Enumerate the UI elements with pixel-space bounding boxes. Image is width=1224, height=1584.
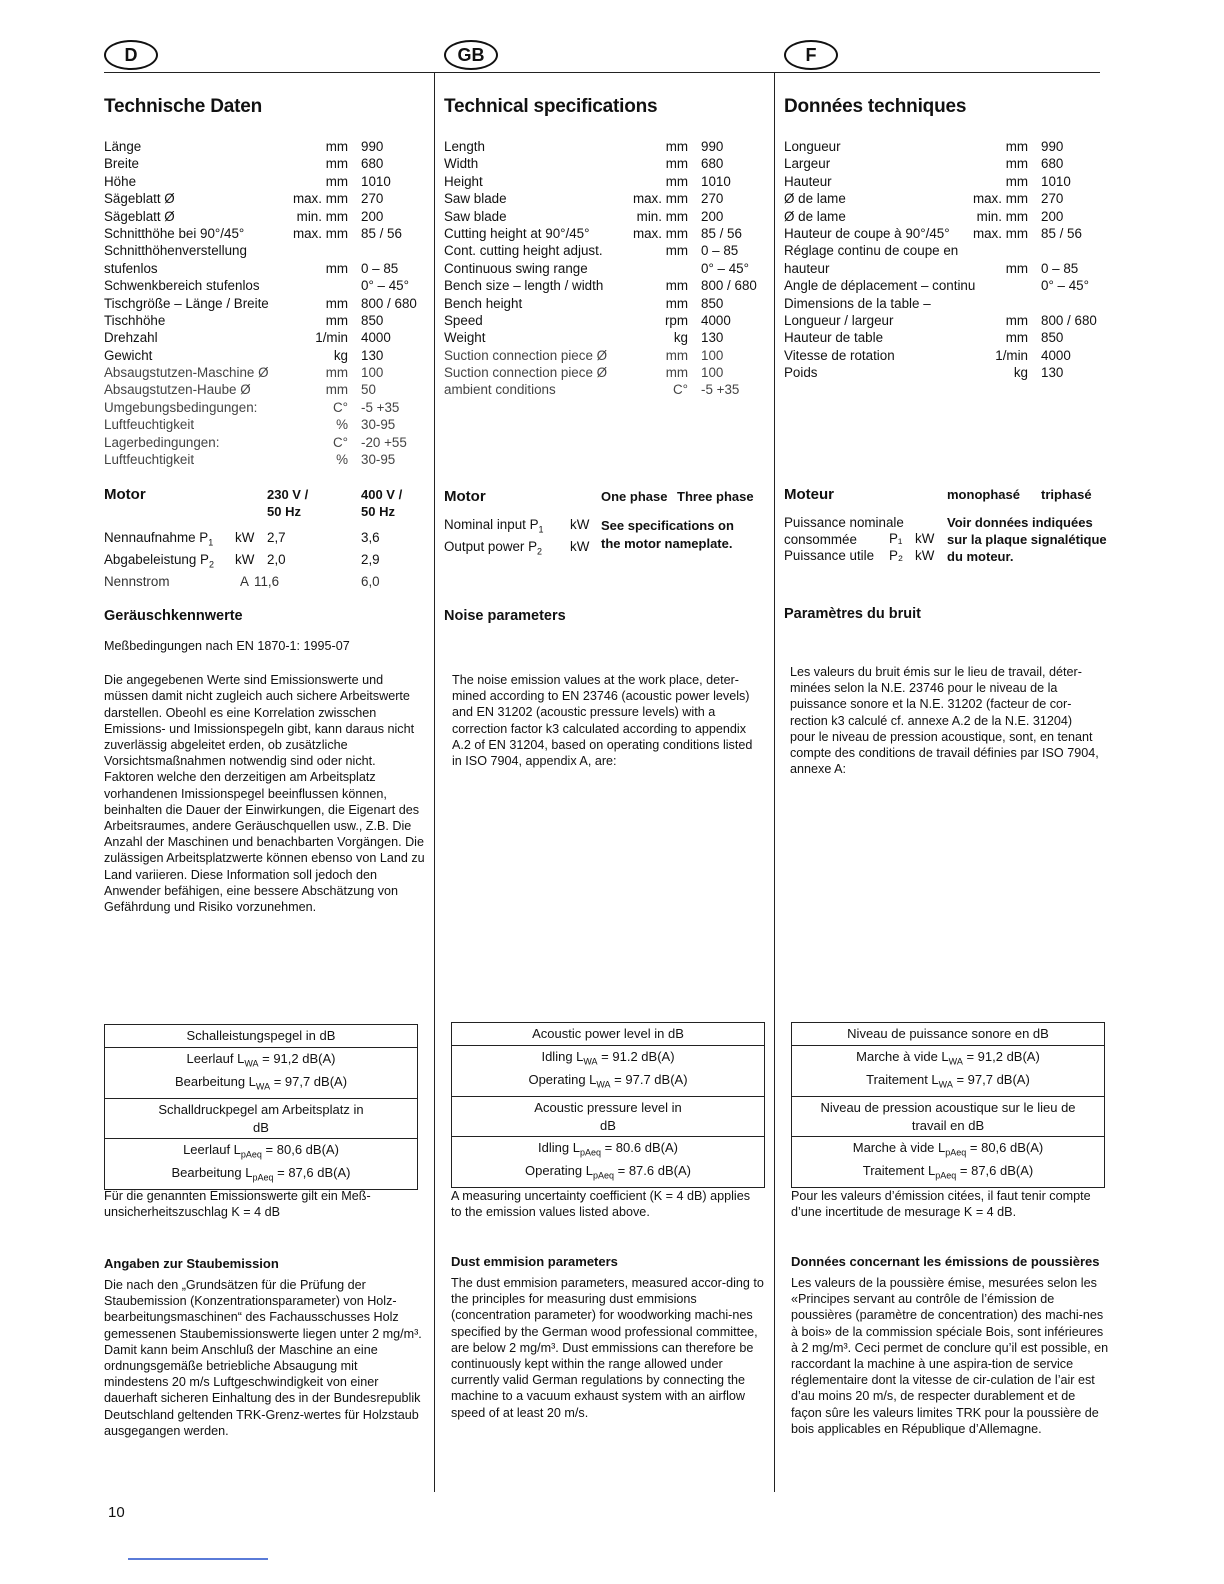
uncertainty-note-gb: A measuring uncertainty coefficient (K = 4 dB) applies to the emission values listed above. <box>451 1189 751 1220</box>
box-body: Leerlauf $L_{WA} = 91,2$ dB(A) Bearbeitung $L_{WA} = 97,7$ dB(A) <box>174 1050 348 1092</box>
column-divider-2 <box>774 72 775 1492</box>
page-number: 10 <box>108 1504 125 1521</box>
motor-row-v1: 2,7 <box>267 530 286 545</box>
header-rule <box>104 72 1100 73</box>
box-header: Niveau de pression acoustique sur le lieu de travail en dB <box>792 1097 1104 1137</box>
motor-row-v1: 11,6 <box>254 574 280 589</box>
acoustic-power-box-de <box>104 1024 418 1099</box>
motor-row-v2: 6,0 <box>361 574 380 589</box>
motor-row-unit: kW <box>235 552 255 567</box>
motor-col-one-phase: One phase <box>601 489 668 504</box>
motor-nameplate-note: Voir données indiquées sur la plaque signalétique du moteur. <box>947 515 1107 564</box>
noise-section-fr <box>784 606 1106 777</box>
motor-row-v2: 3,6 <box>361 530 380 545</box>
noise-section-gb <box>444 608 766 769</box>
motor-col-monophase: monophasé <box>947 487 1020 502</box>
dust-text: The dust emmision parameters, measured accor-ding to the principles for measuring dust emmisions (concentration parameter) for woodworking machi-nes specified by the German wood professional committee, are below 2 mg/m³. Dust emmissions can therefore be continuously kept within the range allowed under currently valid German regulations by connecting the machine to a vacuum exhaust system with an airflow speed of at least 20 m/s. <box>451 1276 764 1420</box>
spec-row: ambient conditions C° -5 +35 <box>444 382 740 398</box>
spec-row: Weight kg 130 <box>444 330 724 346</box>
noise-text: Die angegebenen Werte sind Emissionswerte und müssen damit nicht zugleich auch sichere Arbeitswerte darstellen. Obeohl es eine Korrelation zwisschen Emissions- und Imissionspegeln gibt, kann daraus nicht zuverlässig abgeleitet erden, ob zusätzliche Vorsichtsmaßnahmen notwendig sind oder nicht. Faktoren welche den derzeitigen am Arbeitsplatz vorhandenen Imissionspegel beeinflussen können, beinhalten die Dauer der Einwirkungen, die Eigenart des Arbeitsraumes, andere Geräuschquellen usw., Z.B. Die Anzahl der Maschinen und benachbarten Vorgängen. Die zulässigen Arbeitsplatzwerte können ebenso von Land zu Land variieren. Diese Information soll jedoch den Anwender befähigen, eine bessere Abschätzung von Gefährdung und Risiko vorzunehmen. <box>104 673 425 915</box>
spec-row: Bench height mm 850 <box>444 295 724 311</box>
motor-row-label: Abgabeleistung $P_2$ <box>104 552 214 570</box>
spec-row: Saw blade max. mm 270 <box>444 191 724 207</box>
dust-section-de <box>104 1256 424 1439</box>
motor-title: Moteur <box>784 486 834 503</box>
noise-section-de <box>104 608 426 915</box>
section-title: Technical specifications <box>444 96 658 117</box>
dust-text: Les valeurs de la poussière émise, mesurées selon les «Principes servant au contrôle de l’émission de poussières (paramètre de concentration) des machi-nes à bois» de la commission spéciale Bois, sont inférieures à 2 mg/m³. Ceci permet de conclure qu’il est possible, en raccordant la machine à une aspira-tion de service réglementaire dont la vitesse de cir-culation de l’air est d’au moins 20 m/s, de respecter durablement et de façon sûre les valeurs limites TRK pour la poussière de bois applicables en République d’Allemagne. <box>791 1276 1109 1436</box>
spec-row: Sägeblatt Ø min. mm 200 <box>104 208 384 224</box>
noise-title: Paramètres du bruit <box>784 606 921 622</box>
spec-row: Luftfeuchtigkeit % 30-95 <box>104 452 396 468</box>
motor-row-unit: kW <box>570 539 590 554</box>
spec-row: Cutting height at 90°/45° max. mm 85 / 56 <box>444 225 742 241</box>
motor-row-label: Output power $P_2$ <box>444 539 543 557</box>
spec-row: Continuous swing range 0° – 45° <box>444 260 749 276</box>
box-body: Marche à vide $L_{WA} = 91,2$ dB(A) Traitement $L_{WA} = 97,7$ dB(A) <box>856 1048 1040 1090</box>
box-header: Schalldruckpegel am Arbeitsplatz in dB <box>105 1099 417 1139</box>
motor-table-gb <box>444 488 766 568</box>
acoustic-power-box-fr <box>791 1022 1105 1097</box>
spec-row: Hauteur de table mm 850 <box>784 330 1064 346</box>
spec-row: Speed rpm 4000 <box>444 312 731 328</box>
box-header: Acoustic pressure level in dB <box>452 1097 764 1137</box>
box-body: Marche à vide $L_{pAeq} = 80,6$ dB(A) Traitement $L_{pAeq} = 87,6$ dB(A) <box>852 1140 1044 1181</box>
noise-text: The noise emission values at the work place, deter-mined according to EN 23746 (acoustic power levels) and EN 31202 (acoustic pressure levels) with a correction factor k3 calculated according to appendix A.2 of EN 31204, based on operating conditions listed in ISO 7904, appendix A, are: <box>452 673 753 769</box>
motor-row-v2: 2,9 <box>361 552 380 567</box>
spec-row: Drehzahl 1/min 4000 <box>104 330 391 346</box>
acoustic-pressure-box-fr <box>791 1096 1105 1188</box>
motor-row-unit: kW <box>235 530 255 545</box>
spec-row: Tischgröße – Länge / Breite mm 800 / 680 <box>104 295 417 311</box>
spec-table <box>104 138 426 468</box>
noise-conditions: Meßbedingungen nach EN 1870-1: 1995-07 <box>104 639 350 653</box>
spec-row: Width mm 680 <box>444 156 724 172</box>
uncertainty-note-de: Für die genannten Emissionswerte gilt ein Meß-unsicherheitszuschlag K = 4 dB <box>104 1189 371 1220</box>
acoustic-pressure-box-gb <box>451 1096 765 1188</box>
spec-row: Suction connection piece Ø mm 100 <box>444 347 724 363</box>
spec-row: Ø de lame min. mm 200 <box>784 208 1064 224</box>
dust-section-fr <box>791 1254 1109 1437</box>
spec-row: Réglage continu de coupe en hauteur mm 0 – 85 <box>784 243 1079 276</box>
section-title: Données techniques <box>784 96 967 117</box>
motor-row-unit: kW <box>915 548 935 563</box>
spec-row: Dimensions de la table – Longueur / largeur mm 800 / 680 <box>784 295 1097 328</box>
dust-title: Dust emmision parameters <box>451 1254 618 1269</box>
badge-fr: F <box>784 40 838 70</box>
motor-title: Motor <box>104 486 146 503</box>
column-divider-1 <box>434 72 435 1492</box>
noise-text: Les valeurs du bruit émis sur le lieu de travail, déter-minées selon la N.E. 23746 pour le niveau de la puissance sonore et la N.E. 31202 (facteur de cor-rection k3 calculé cf. annexe A.2 de la N.E. 31204) pour le niveau de pression acoustique, sont, en tenant compte des conditions de travail définies par ISO 7904, annexe A: <box>790 665 1099 777</box>
dust-title: Données concernant les émissions de poussières <box>791 1254 1100 1269</box>
column-de <box>104 96 426 468</box>
motor-nameplate-note: See specifications on the motor nameplate. <box>601 518 734 551</box>
motor-row-unit: kW <box>570 517 590 532</box>
motor-row-unit: A <box>240 574 249 589</box>
spec-row: Poids kg 130 <box>784 365 1064 381</box>
dust-title: Angaben zur Staubemission <box>104 1256 279 1271</box>
spec-row: Höhe mm 1010 <box>104 173 391 189</box>
dust-section-gb <box>451 1254 767 1421</box>
motor-col-230v: 230 V / 50 Hz <box>267 487 309 519</box>
box-body: Leerlauf $L_{pAeq} = 80,6$ dB(A) Bearbeitung $L_{pAeq} = 87,6$ dB(A) <box>171 1142 351 1183</box>
box-header: Schalleistungspegel in dB <box>105 1025 417 1048</box>
spec-row: Cont. cutting height adjust. mm 0 – 85 <box>444 243 739 259</box>
motor-table-de <box>104 486 424 596</box>
noise-title: Geräuschkennwerte <box>104 608 243 624</box>
motor-row-label: Nennaufnahme $P_1$ <box>104 530 214 548</box>
motor-row-v1: 2,0 <box>267 552 286 567</box>
spec-table <box>444 138 766 399</box>
dust-text: Die nach den „Grundsätzen für die Prüfung der Staubemission (Konzentrationsparameter) von Holz-bearbeitungsmaschinen“ des Fachausschusses Holz gemessenen Staubemissionswerte liegen unter 2 mg/m³. Damit kann beim Anschluß der Maschine an eine ordnungsgemäße betriebliche Absaugung mit mindestens 20 m/s Luftgeschwindigkeit von einer dauerhaft sicheren Einhaltung des in der Bundesrepublik Deutschland geltenden TRK-Grenz-wertes für Holzstaub ausgegangen werden. <box>104 1278 422 1438</box>
spec-row: Absaugstutzen-Maschine Ø mm 100 <box>104 365 384 381</box>
section-title: Technische Daten <box>104 96 262 117</box>
spec-row: Height mm 1010 <box>444 173 731 189</box>
motor-row-label: Nominal input $P_1$ <box>444 517 544 535</box>
spec-row: Schwenkbereich stufenlos 0° – 45° <box>104 278 409 294</box>
motor-row-label: Nennstrom <box>104 574 170 589</box>
spec-row: Sägeblatt Ø max. mm 270 <box>104 191 384 207</box>
spec-row: Saw blade min. mm 200 <box>444 208 724 224</box>
box-header: Acoustic power level in dB <box>452 1023 764 1046</box>
spec-row: Breite mm 680 <box>104 156 384 172</box>
box-header: Niveau de puissance sonore en dB <box>792 1023 1104 1046</box>
noise-title: Noise parameters <box>444 608 566 624</box>
spec-row: Lagerbedingungen: C° -20 +55 <box>104 434 407 450</box>
spec-row: Vitesse de rotation 1/min 4000 <box>784 347 1071 363</box>
spec-row: Angle de déplacement – continu 0° – 45° <box>784 278 1089 294</box>
badge-de: D <box>104 40 158 70</box>
spec-row: Luftfeuchtigkeit % 30-95 <box>104 417 396 433</box>
spec-row: Longueur mm 990 <box>784 139 1064 154</box>
spec-table <box>784 138 1106 382</box>
decorative-rule <box>128 1558 268 1560</box>
spec-row: Tischhöhe mm 850 <box>104 312 384 328</box>
motor-col-three-phase: Three phase <box>677 489 754 504</box>
box-body: Idling $L_{pAeq} = 80.6$ dB(A) Operating $L_{pAeq} = 87.6$ dB(A) <box>525 1140 691 1181</box>
spec-row: Länge mm 990 <box>104 139 384 154</box>
column-fr <box>784 96 1106 382</box>
spec-row: Gewicht kg 130 <box>104 347 384 363</box>
spec-row: Umgebungsbedingungen: C° -5 +35 <box>104 399 400 415</box>
motor-row-sub: P₁ <box>889 531 903 546</box>
spec-row: Absaugstutzen-Haube Ø mm 50 <box>104 382 376 398</box>
motor-col-triphase: triphasé <box>1041 487 1092 502</box>
spec-row: Hauteur de coupe à 90°/45° max. mm 85 / 56 <box>784 225 1082 241</box>
box-body: Idling $L_{WA} = 91.2$ dB(A) Operating $L_{WA} = 97.7$ dB(A) <box>528 1048 688 1090</box>
acoustic-power-box-gb <box>451 1022 765 1097</box>
motor-title: Motor <box>444 488 486 505</box>
motor-col-400v: 400 V / 50 Hz <box>361 487 403 519</box>
column-gb <box>444 96 766 399</box>
acoustic-pressure-box-de <box>104 1098 418 1190</box>
spec-row: Bench size – length / width mm 800 / 680 <box>444 278 757 294</box>
spec-row: Hauteur mm 1010 <box>784 173 1071 189</box>
uncertainty-note-fr: Pour les valeurs d’émission citées, il faut tenir compte d’une incertitude de mesurage K = 4 dB. <box>791 1189 1091 1220</box>
motor-row-sub: P₂ <box>889 548 904 563</box>
spec-row: Schnitthöhe bei 90°/45° max. mm 85 / 56 <box>104 225 402 241</box>
spec-row: Length mm 990 <box>444 139 724 154</box>
motor-table-fr <box>784 486 1106 572</box>
spec-row: Ø de lame max. mm 270 <box>784 191 1064 207</box>
spec-row: Schnitthöhenverstellung stufenlos mm 0 – 85 <box>104 243 399 276</box>
motor-row-label: Puissance utile <box>784 548 875 563</box>
motor-row-label: Puissance nominale consommée <box>784 515 904 547</box>
spec-row: Largeur mm 680 <box>784 156 1064 172</box>
badge-gb: GB <box>444 40 498 70</box>
motor-row-unit: kW <box>915 531 935 546</box>
spec-row: Suction connection piece Ø mm 100 <box>444 365 724 381</box>
